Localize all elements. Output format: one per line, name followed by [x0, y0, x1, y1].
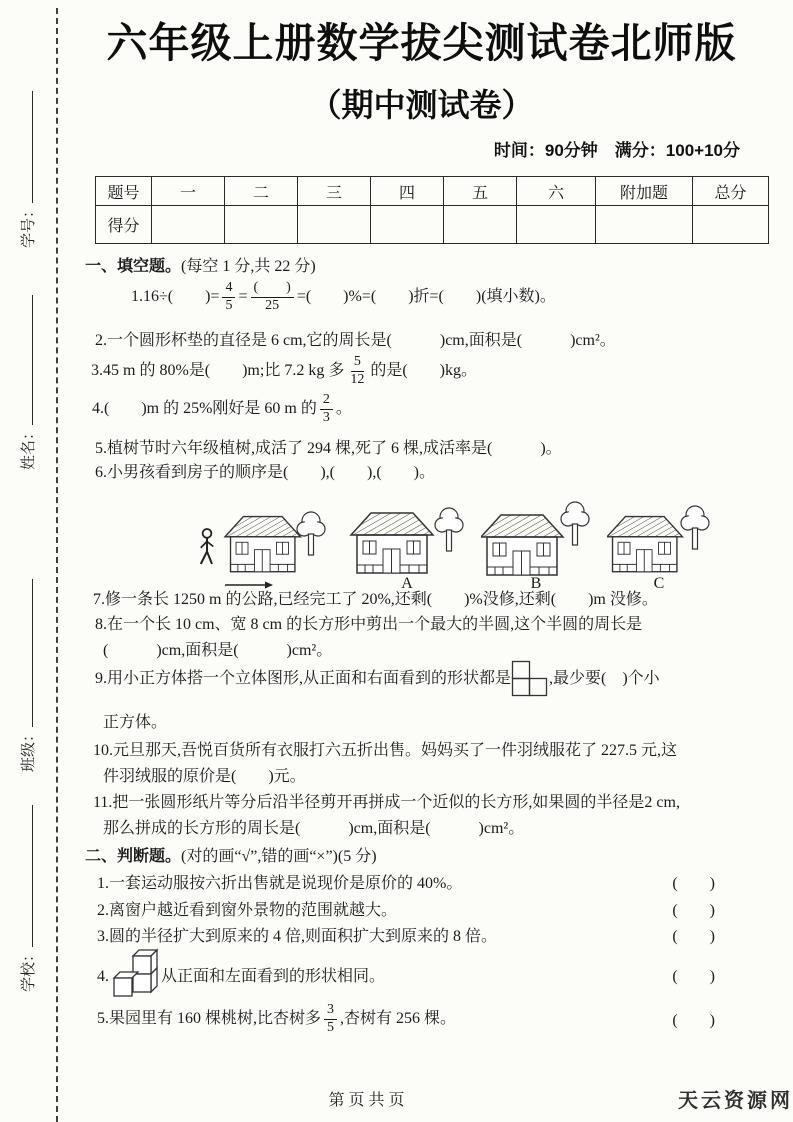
score-table	[95, 176, 769, 244]
question-8-line1: 8.在一个长 10 cm、宽 8 cm 的长方形中剪出一个最大的半圆,这个半圆的周长是	[95, 616, 643, 633]
question-11-line1: 11.把一张圆形纸片等分后沿半径剪开再拼成一个近似的长方形,如果圆的半径是2 cm,	[93, 794, 680, 811]
section2-heading	[85, 846, 377, 868]
score-row-label: 得分	[96, 206, 152, 244]
score-col-header: 四	[371, 177, 444, 206]
score-cell	[152, 206, 225, 244]
margin-field-school	[17, 805, 38, 992]
margin-field-student-id	[17, 91, 38, 248]
question-7: 7.修一条长 1250 m 的公路,已经完工了 20%,还剩( )%没修,还剩( )m 没修。	[93, 591, 658, 608]
score-cell	[371, 206, 444, 244]
house-b-icon	[481, 487, 591, 579]
judge-1	[97, 873, 770, 895]
student-id-label: 学号：	[21, 202, 37, 248]
school-label: 学校：	[21, 946, 37, 992]
binding-dashed-line	[56, 8, 58, 1122]
stacked-cubes-3d-icon	[109, 946, 161, 1008]
house-a-icon	[349, 487, 465, 579]
house-c	[607, 487, 711, 593]
l-shape-squares-icon	[511, 660, 549, 698]
question-9	[95, 660, 660, 698]
q1-fraction-blank-25: $\frac{( )}{25}$	[251, 280, 294, 315]
score-col-header: 二	[225, 177, 298, 206]
score-cell	[517, 206, 596, 244]
q1-text-tail: =( )%=( )折=( )(填小数)。	[296, 288, 556, 306]
section2-heading-bold: 二、判断题。	[85, 848, 182, 865]
q3-fraction-5-12: $\frac{5}{12}$	[350, 354, 365, 387]
house-a	[349, 487, 465, 593]
q1-equals: =	[238, 288, 248, 306]
score-cell	[596, 206, 693, 244]
section2-heading-rest: (对的画“√”,错的画“×”)(5 分)	[181, 848, 377, 865]
school-blank-line	[19, 805, 33, 947]
j1-text: 1.一套运动服按六折出售就是说现价是原价的 40%。	[97, 875, 463, 892]
score-cell	[225, 206, 298, 244]
page-title: 六年级上册数学拔尖测试卷北师版	[106, 20, 737, 66]
q4-text: 4.( )m 的 25%刚好是 60 m 的	[92, 400, 317, 418]
judge-4	[97, 946, 770, 1008]
exam-time-score-meta: 时间：90分钟 满分：100+10分	[493, 141, 740, 160]
j4-answer-bracket: ( )	[672, 968, 715, 985]
q4-fraction-2-3: $\frac{2}{3}$	[320, 392, 333, 427]
person-house-tree-icon	[193, 497, 333, 593]
q1-text: 1.16÷( )=	[131, 288, 220, 306]
question-8-line2: ( )cm,面积是( )cm²。	[103, 642, 333, 659]
q3-text: 3.45 m 的 80%是( )m;比 7.2 kg 多	[91, 362, 345, 380]
house-a-label: A	[401, 575, 413, 592]
observer-scene	[193, 497, 333, 593]
j5-answer-bracket: ( )	[672, 1012, 715, 1029]
judge-3	[97, 926, 770, 948]
judge-5	[97, 1002, 770, 1037]
j5-text: 5.果园里有 160 棵桃树,比杏树多	[97, 1010, 322, 1028]
score-cell	[298, 206, 371, 244]
house-b-label: B	[530, 575, 542, 592]
section1-heading	[85, 256, 316, 278]
name-blank-line	[19, 295, 33, 425]
j3-answer-bracket: ( )	[672, 928, 715, 945]
question-9-line2: 正方体。	[103, 714, 168, 731]
question-10-line2: 件羽绒服的原价是( )元。	[103, 768, 306, 785]
score-cell	[693, 206, 769, 244]
houses-figure	[193, 487, 711, 593]
q1-fraction-4-5: $\frac{4}{5}$	[222, 280, 235, 315]
class-blank-line	[19, 579, 33, 727]
judge-2	[97, 900, 770, 922]
j2-text: 2.离窗户越近看到窗外景物的范围就越大。	[97, 902, 398, 919]
q9-text: 9.用小正方体搭一个立体图形,从正面和右面看到的形状都是	[95, 670, 512, 687]
house-c-icon	[607, 487, 711, 579]
question-4	[92, 392, 352, 427]
question-5: 5.植树节时六年级植树,成活了 294 棵,死了 6 棵,成活率是( )。	[95, 440, 562, 457]
question-1	[131, 280, 556, 315]
q3-text-tail: 的是( )kg。	[370, 362, 477, 380]
score-col-header: 总分	[693, 177, 769, 206]
section1-heading-bold: 一、填空题。	[85, 258, 182, 275]
question-2: 2.一个圆形杯垫的直径是 6 cm,它的周长是( )cm,面积是( )cm²。	[95, 332, 616, 349]
score-col-header: 一	[152, 177, 225, 206]
j1-answer-bracket: ( )	[672, 875, 715, 892]
j4-number: 4.	[97, 968, 109, 985]
page-subtitle: （期中测试卷）	[309, 87, 534, 123]
house-c-label: C	[653, 575, 665, 592]
q4-text-tail: 。	[335, 400, 352, 418]
j4-text: 从正面和左面看到的形状相同。	[161, 968, 386, 985]
question-3	[91, 354, 477, 389]
score-col-header: 三	[298, 177, 371, 206]
score-col-header: 五	[444, 177, 517, 206]
question-10-line1: 10.元旦那天,吾悦百货所有衣服打六五折出售。妈妈买了一件羽绒服花了 227.5 元,这	[93, 742, 678, 759]
student-id-blank-line	[19, 91, 33, 203]
j2-answer-bracket: ( )	[672, 902, 715, 919]
question-11-line2: 那么拼成的长方形的周长是( )cm,面积是( )cm²。	[103, 820, 525, 837]
j5-text-tail: ,杏树有 256 棵。	[340, 1010, 457, 1028]
class-label: 班级：	[21, 726, 37, 772]
page-number-footer: 第 页 共 页	[328, 1092, 405, 1109]
house-b	[481, 487, 591, 593]
score-col-header: 附加题	[596, 177, 693, 206]
score-cell	[444, 206, 517, 244]
question-6: 6.小男孩看到房子的顺序是( ),( ),( )。	[95, 464, 435, 481]
name-label: 姓名：	[21, 424, 37, 470]
margin-field-name	[17, 295, 38, 470]
score-col-header: 题号	[96, 177, 152, 206]
watermark: 天云资源网	[678, 1090, 793, 1112]
margin-field-class	[17, 579, 38, 772]
score-col-header: 六	[517, 177, 596, 206]
j3-text: 3.圆的半径扩大到原来的 4 倍,则面积扩大到原来的 8 倍。	[97, 928, 498, 945]
j5-fraction-3-5: $\frac{3}{5}$	[324, 1002, 337, 1037]
q9-text-tail: ,最少要( )个小	[549, 670, 660, 687]
section1-heading-rest: (每空 1 分,共 22 分)	[181, 258, 316, 275]
